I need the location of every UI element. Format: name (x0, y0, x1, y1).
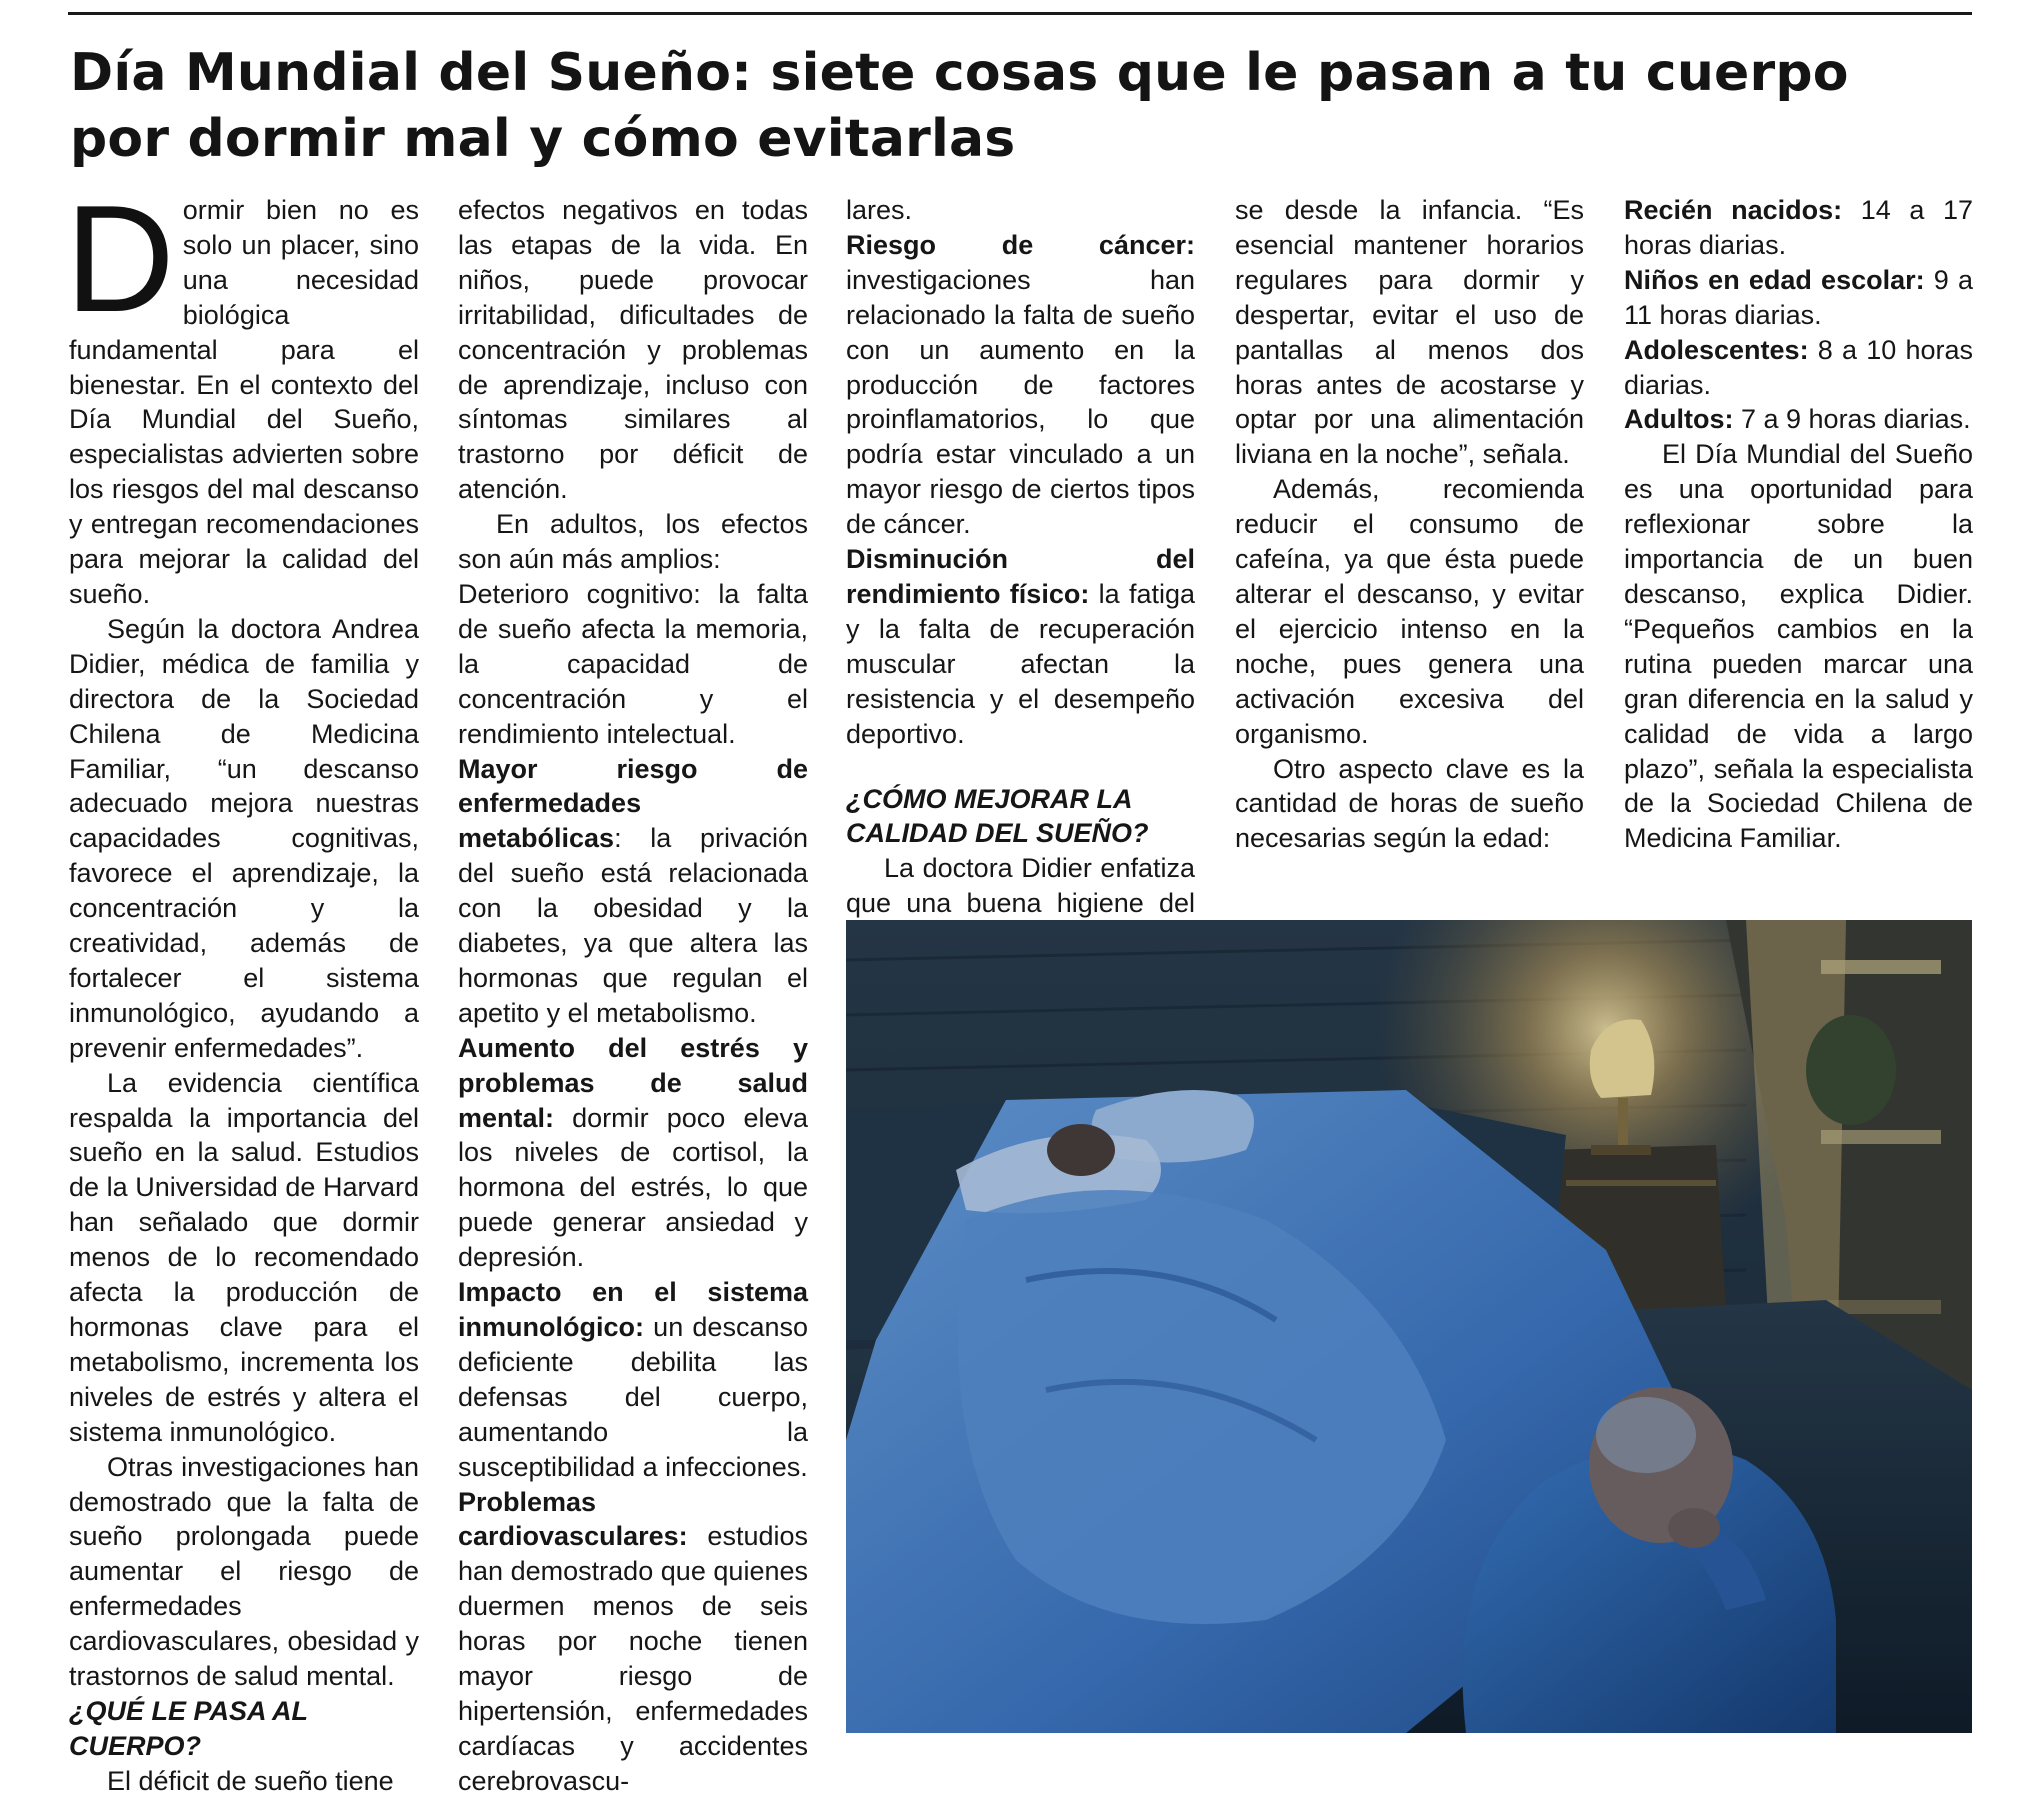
list-item (846, 228, 1195, 542)
item-label: Niños en edad escolar: (1624, 264, 1925, 295)
list-item (1624, 333, 1973, 403)
item-text: 9 a 11 horas diarias. (1624, 264, 1973, 330)
list-item (1624, 402, 1973, 437)
dropcap: D (65, 174, 175, 344)
item-text: 14 a 17 horas diarias. (1624, 195, 1973, 260)
article-photo (846, 920, 1972, 1733)
list-item (1624, 263, 1973, 333)
item-label: Adolescentes: (1624, 334, 1809, 365)
paragraph: Deterioro cognitivo: la falta de sueño afecta la memoria, la capacidad de concentración y el rendimiento intelectual. (458, 578, 808, 749)
subheading: ¿QUÉ LE PASA AL CUERPO? (69, 1695, 308, 1761)
list-item (458, 1275, 808, 1484)
paragraph: El Día Mundial del Sueño es una oportunidad para reflexionar sobre la importancia de un buen descanso, explica Didier. “Pequeños cambios en la rutina pueden marcar una gran diferencia en la salud y calidad de vida a largo plazo”, señala la especialista de la Sociedad Chilena de Medicina Familiar. (1624, 439, 1973, 854)
list-item (1624, 193, 1973, 263)
article-column-5 (1624, 193, 1973, 856)
paragraph: Otro aspecto clave es la cantidad de horas de sueño necesarias según la edad: (1235, 753, 1584, 854)
item-label: Mayor riesgo de enfermedades metabólicas (458, 753, 808, 854)
item-text: investigaciones han relacionado la falta de sueño con un aumento en la producción de factores proinflamatorios, lo que podría estar vinculado a un mayor riesgo de ciertos tipos de cáncer. (846, 264, 1195, 540)
paragraph: La doctora Didier enfatiza que una buena higiene del (846, 853, 1195, 919)
paragraph: Según la doctora Andrea Didier, médica de familia y directora de la Sociedad Chilena de Medicina Familiar, “un descanso adecuado mejora nuestras capacidades cognitivas, favorece el aprendizaje, la concentración y la creatividad, además de fortalecer el sistema inmunológico, ayudando a prevenir enfermedades”. (69, 613, 419, 1063)
article-column-3 (846, 193, 1195, 956)
item-text: estudios han demostrado que quienes duermen menos de seis horas por noche tienen mayor riesgo de hipertensión, enfermedades cardíacas y accidentes cerebrovascu- (458, 1521, 808, 1796)
paragraph: En adultos, los efectos son aún más amplios: (458, 509, 808, 575)
item-text: la fatiga y la falta de recuperación muscular afectan la resistencia y el desempeño deportivo. (846, 578, 1195, 749)
item-text: : la privación del sueño está relacionada con la obesidad y la diabetes, ya que altera las hormonas que regulan el apetito y el metabolismo. (458, 823, 808, 1028)
item-label: Disminución del rendimiento físico: (846, 544, 1195, 609)
paragraph: efectos negativos en todas las etapas de la vida. En niños, puede provocar irritabilidad, dificultades de concentración y problemas de aprendizaje, incluso con síntomas similares al trastorno por déficit de atención. (458, 195, 808, 505)
paragraph: se desde la infancia. “Es esencial mantener horarios regulares para dormir y despertar, evitar el uso de pantallas al menos dos horas antes de acostarse y optar por una alimentación liviana en la noche”, señala. (1235, 195, 1584, 470)
subheading: ¿CÓMO MEJORAR LA CALIDAD DEL SUEÑO? (846, 783, 1149, 849)
paragraph: El déficit de sueño tiene (107, 1765, 394, 1796)
list-item (846, 542, 1195, 751)
item-label: Recién nacidos: (1624, 195, 1843, 225)
article-column-2 (458, 193, 808, 1799)
item-label: Problemas cardiovasculares: (458, 1486, 688, 1552)
article-column-4 (1235, 193, 1584, 856)
paragraph: Otras investigaciones han demostrado que la falta de sueño prolongada puede aumentar el riesgo de enfermedades cardiovasculares, obesidad y trastornos de salud mental. (69, 1451, 419, 1692)
list-item (458, 1031, 808, 1275)
item-text: 7 a 9 horas diarias. (1733, 404, 1971, 435)
bedroom-night-illustration (846, 920, 1972, 1733)
paragraph-text: ormir bien no es solo un placer, sino una necesidad biológica fundamental para el bienestar. En el contexto del Día Mundial del Sueño, especialistas advierten sobre los riesgos del mal descanso y entregan recomendaciones para mejorar la calidad del sueño. (69, 195, 419, 609)
list-item (458, 1485, 808, 1799)
paragraph: La evidencia científica respalda la importancia del sueño en la salud. Estudios de la Universidad de Harvard han señalado que dormir menos de lo recomendado afecta la producción de hormonas clave para el metabolismo, incrementa los niveles de estrés y altera el sistema inmunológico. (69, 1067, 419, 1447)
paragraph (65, 174, 419, 612)
item-label: Impacto en el sistema inmunológico: (458, 1277, 808, 1342)
top-rule (68, 12, 1972, 15)
list-item (458, 752, 808, 1031)
paragraph: Además, recomienda reducir el consumo de cafeína, ya que ésta puede alterar el descanso, y evitar el ejercicio intenso en la noche, pues genera una activación excesiva del organismo. (1235, 474, 1584, 749)
item-label: Adultos: (1624, 404, 1734, 435)
paragraph: lares. (846, 195, 913, 225)
headline: Día Mundial del Sueño: siete cosas que le pasan a tu cuerpo por dormir mal y cómo evitarlas (70, 43, 1849, 169)
item-label: Riesgo de cáncer: (846, 229, 1195, 260)
article-column-1 (65, 174, 419, 1799)
item-text: dormir poco eleva los niveles de cortisol, la hormona del estrés, lo que puede generar ansiedad y depresión. (458, 1102, 808, 1273)
item-text: 8 a 10 horas diarias. (1624, 334, 1973, 400)
item-text: un descanso deficiente debilita las defensas del cuerpo, aumentando la susceptibilidad a infecciones. (458, 1312, 808, 1482)
item-label: Aumento del estrés y problemas de salud mental: (458, 1032, 808, 1133)
